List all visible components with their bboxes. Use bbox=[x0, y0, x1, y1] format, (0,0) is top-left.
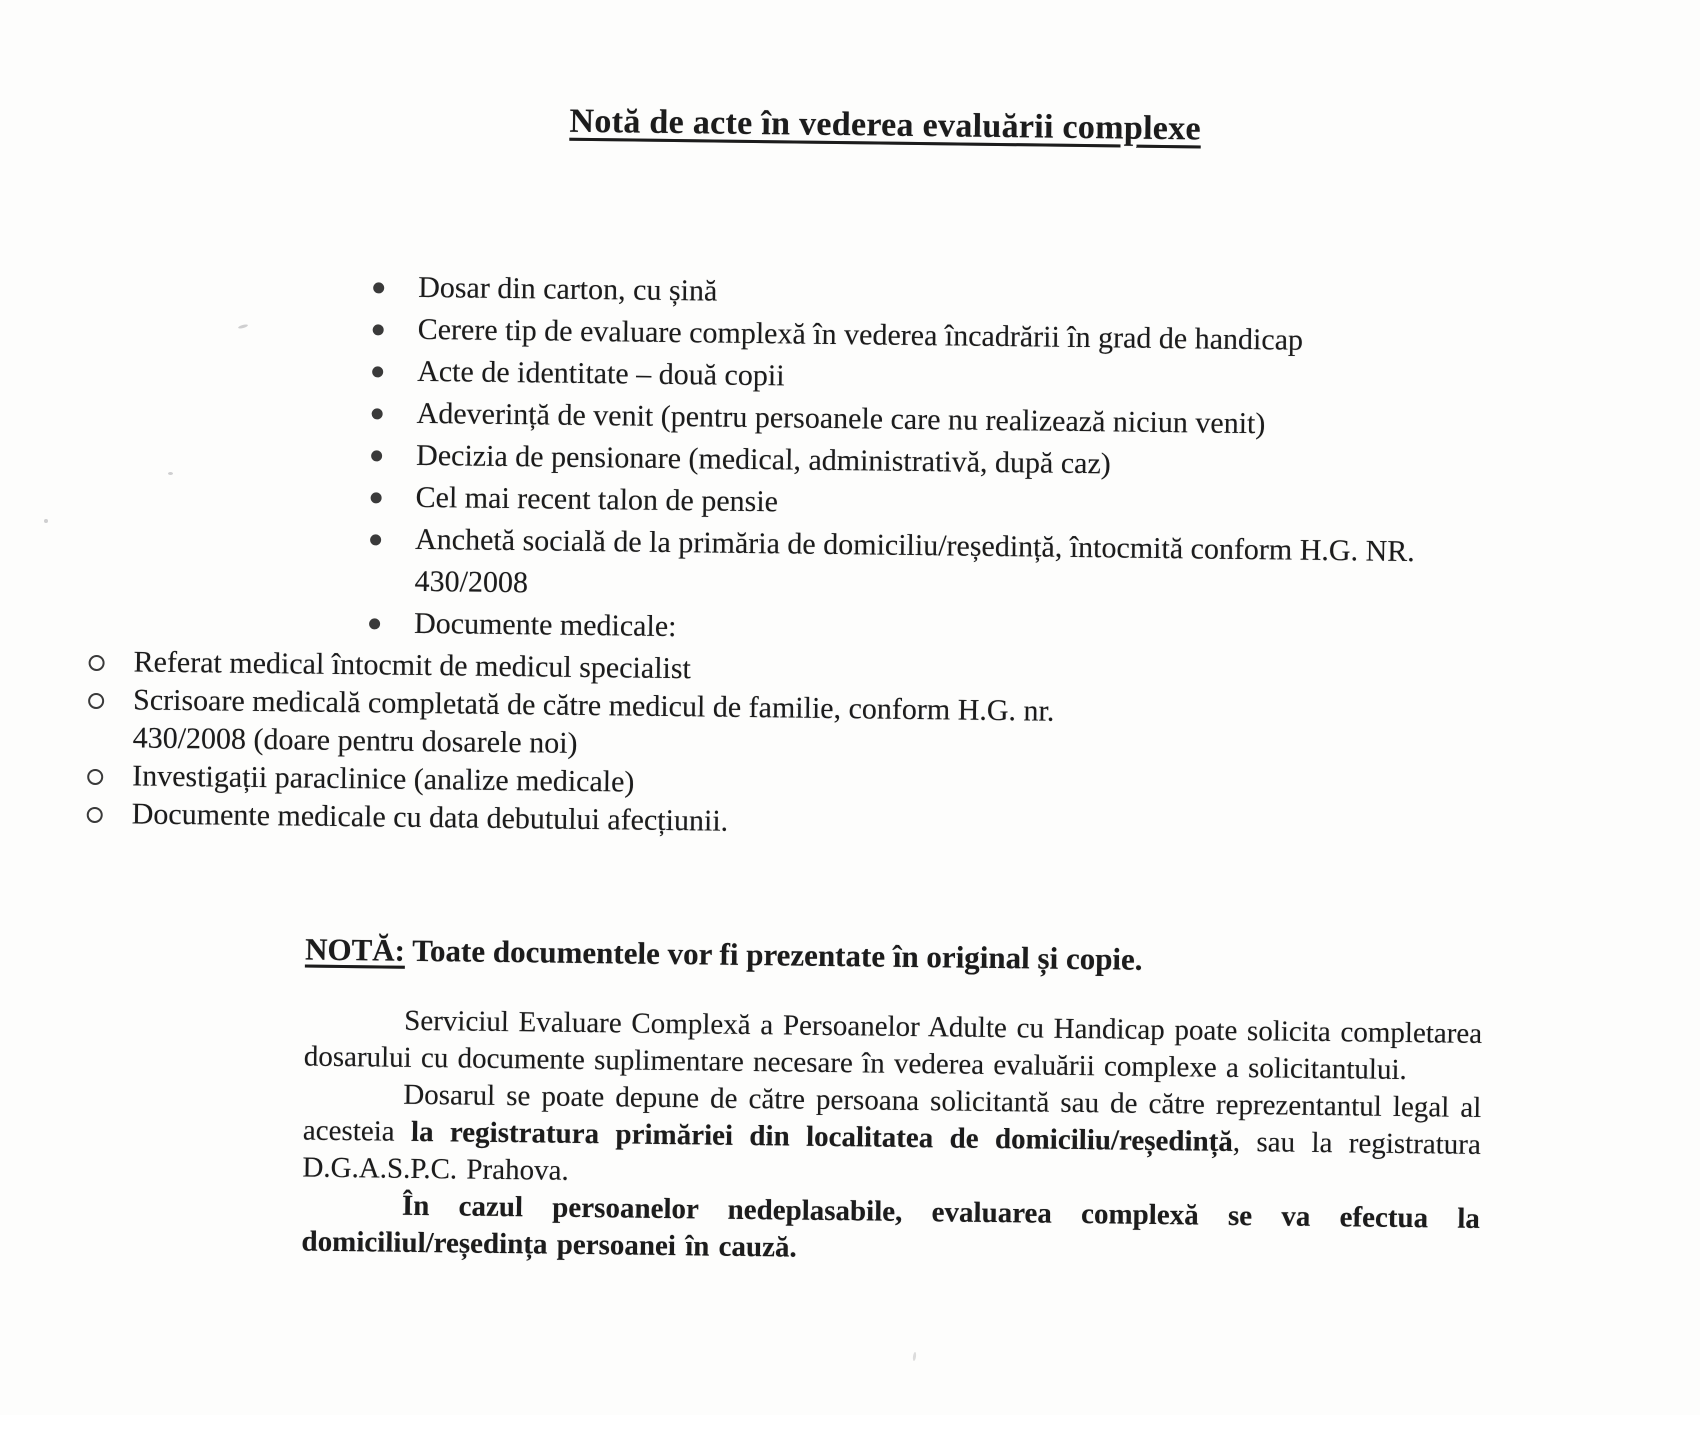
bullet-icon bbox=[372, 408, 383, 419]
paragraph-text: Serviciul Evaluare Complexă a Persoanelor Adulte cu Handicap poate solicita completarea dosarului cu documente suplimentare necesare în vederea evaluării complexe a solicitantului. bbox=[303, 1004, 1483, 1087]
sub-list-item-text: Investigații paraclinice (analize medicale) bbox=[132, 759, 635, 799]
medical-documents-sublist bbox=[0, 640, 1089, 845]
paragraph-submission-info bbox=[302, 1076, 1481, 1201]
scan-artifact bbox=[44, 519, 48, 523]
notes-section bbox=[301, 932, 1483, 1275]
list-item-text: Decizia de pensionare (medical, administrativă, după caz) bbox=[415, 438, 1111, 481]
circle-bullet-icon bbox=[88, 693, 104, 709]
scan-artifact bbox=[168, 472, 173, 475]
bullet-icon bbox=[370, 534, 381, 545]
list-item-text: Anchetă socială de la primăria de domiciliu/reședință, întocmită conform H.G. NR. 430/2008 bbox=[414, 522, 1415, 600]
sub-list-item-text: Scrisoare medicală completată de către medicul de familie, conform H.G. nr. 430/2008 (doare pentru dosarele noi) bbox=[132, 683, 1055, 760]
paragraph-service-info bbox=[304, 1002, 1483, 1090]
bullet-icon bbox=[372, 366, 383, 377]
bullet-icon bbox=[373, 324, 384, 335]
sub-list-item-text: Documente medicale cu data debutului afecțiunii. bbox=[131, 797, 729, 838]
sub-list-item bbox=[87, 681, 1088, 769]
note-heading bbox=[305, 932, 1483, 982]
bullet-icon bbox=[373, 282, 384, 293]
list-item-text: Cerere tip de evaluare complexă în vederea încadrării în grad de handicap bbox=[417, 312, 1304, 357]
note-text: Toate documentele vor fi prezentate în original și copie. bbox=[404, 932, 1143, 977]
list-item bbox=[369, 518, 1430, 615]
page-title: Notă de acte în vederea evaluării complexe bbox=[569, 102, 1202, 148]
list-item-text: Documente medicale: bbox=[413, 606, 677, 644]
required-documents-list bbox=[0, 262, 1433, 658]
list-item-text: Adeverință de venit (pentru persoanele care nu realizează niciun venit) bbox=[416, 396, 1266, 441]
bullet-icon bbox=[369, 618, 380, 629]
bullet-icon bbox=[371, 492, 382, 503]
bullet-icon bbox=[371, 450, 382, 461]
circle-bullet-icon bbox=[87, 807, 103, 823]
paragraph-text: În cazul persoanelor nedeplasabile, evaluarea complexă se va efectua la domiciliul/reședința persoanei în cauză. bbox=[301, 1189, 1481, 1264]
circle-bullet-icon bbox=[87, 769, 103, 785]
list-item-text: Dosar din carton, cu șină bbox=[418, 270, 718, 308]
paragraph-text: Dosarul se poate depune de către persoana solicitantă sau de către reprezentantul legal al acesteia bbox=[302, 1078, 1482, 1148]
circle-bullet-icon bbox=[89, 655, 105, 671]
paragraph-home-evaluation bbox=[301, 1187, 1480, 1275]
title-row bbox=[0, 0, 1700, 155]
note-label: NOTĂ: bbox=[304, 931, 406, 968]
list-item-text: Acte de identitate – două copii bbox=[416, 354, 785, 393]
sub-list-item-text: Referat medical întocmit de medicul specialist bbox=[133, 645, 692, 686]
paragraph-bold-text: la registratura primăriei din localitatea de domiciliu/reședință bbox=[410, 1115, 1234, 1158]
list-item-text: Cel mai recent talon de pensie bbox=[415, 480, 779, 519]
paragraph-text: , sau la registratura D.G.A.S.P.C. Prahova. bbox=[302, 1125, 1482, 1187]
